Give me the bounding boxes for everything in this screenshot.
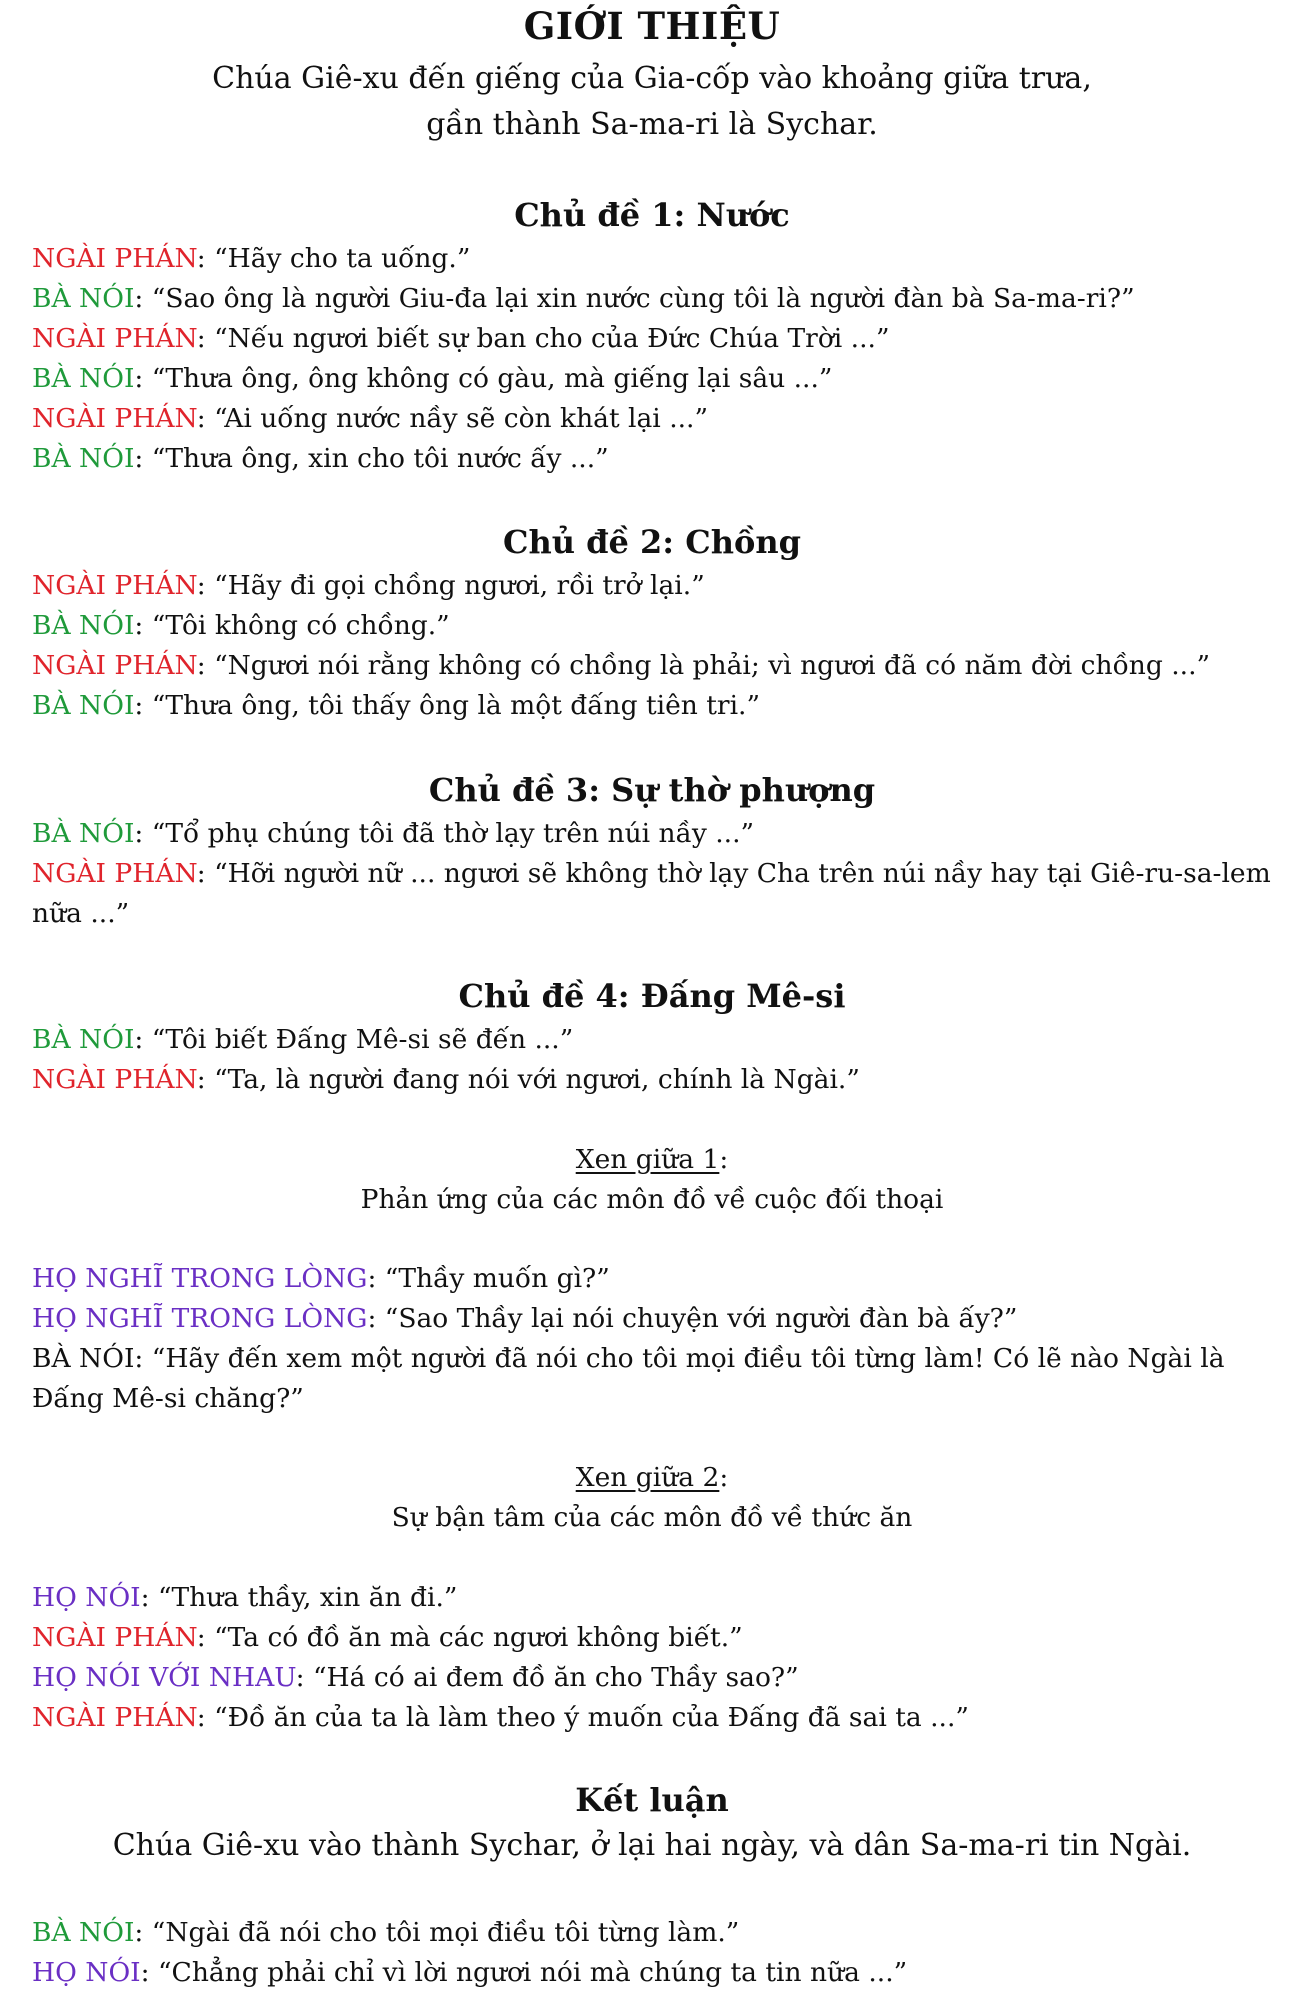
speaker-ba: BÀ NÓI <box>32 1343 135 1374</box>
interlude-2-colon: : <box>719 1462 729 1493</box>
dialogue-text: : “Há có ai đem đồ ăn cho Thầy sao?” <box>295 1662 799 1693</box>
dialogue-line <box>32 1578 1272 1618</box>
speaker-ngai: NGÀI PHÁN <box>32 403 197 434</box>
dialogue-line <box>32 439 1272 479</box>
speaker-ngai: NGÀI PHÁN <box>32 570 197 601</box>
dialogue-line <box>32 1060 1272 1100</box>
dialogue-text: : “Thưa thầy, xin ăn đi.” <box>140 1582 458 1613</box>
dialogue-line <box>32 1618 1272 1658</box>
dialogue-text: : “Tổ phụ chúng tôi đã thờ lạy trên núi nầy ...” <box>134 818 755 849</box>
speaker-ba: BÀ NÓI <box>32 818 135 849</box>
dialogue-line <box>32 319 1272 359</box>
dialogue-text: : “Thưa ông, ông không có gàu, mà giếng lại sâu ...” <box>134 363 833 394</box>
speaker-ngai: NGÀI PHÁN <box>32 858 197 889</box>
dialogue-text: : “Nếu ngươi biết sự ban cho của Đức Chúa Trời ...” <box>196 323 890 354</box>
interlude-2-subtitle: Sự bận tâm của các môn đồ về thức ăn <box>391 1502 913 1533</box>
topic-4-title: Chủ đề 4: Đấng Mê-si <box>458 977 846 1015</box>
dialogue-line <box>32 646 1272 686</box>
dialogue-text: : “Hãy cho ta uống.” <box>196 243 471 274</box>
speaker-ho: HỌ NÓI VỚI NHAU <box>32 1662 296 1693</box>
speaker-ba: BÀ NÓI <box>32 363 135 394</box>
dialogue-line <box>32 1259 1272 1299</box>
dialogue-text: : “Hỡi người nữ ... ngươi sẽ không thờ lạy Cha trên núi nầy hay tại Giê-ru-sa-lem nữa ...” <box>32 858 1271 929</box>
dialogue-text: : “Chẳng phải chỉ vì lời ngươi nói mà chúng ta tin nữa ...” <box>140 1957 908 1988</box>
dialogue-line <box>32 606 1272 646</box>
speaker-ba: BÀ NÓI <box>32 1917 135 1948</box>
speaker-ho: HỌ NÓI <box>32 1957 141 1988</box>
dialogue-text: : “Thầy muốn gì?” <box>367 1263 610 1294</box>
interlude-1-subtitle: Phản ứng của các môn đồ về cuộc đối thoại <box>360 1184 944 1215</box>
dialogue-line <box>32 686 1272 726</box>
intro-line-2: gần thành Sa-ma-ri là Sychar. <box>426 107 878 142</box>
speaker-ba: BÀ NÓI <box>32 443 135 474</box>
speaker-ho: HỌ NÓI <box>32 1582 141 1613</box>
dialogue-text: : “Ai uống nước nầy sẽ còn khát lại ...” <box>196 403 709 434</box>
dialogue-text: : “Ta có đồ ăn mà các ngươi không biết.” <box>196 1622 743 1653</box>
dialogue-text: : “Hãy đến xem một người đã nói cho tôi mọi điều tôi từng làm! Có lẽ nào Ngài là Đấng Mê-si chăng?” <box>32 1343 1225 1414</box>
dialogue-text: : “Tôi không có chồng.” <box>134 610 450 641</box>
dialogue-line <box>32 1913 1272 1953</box>
conclusion-summary: Chúa Giê-xu vào thành Sychar, ở lại hai ngày, và dân Sa-ma-ri tin Ngài. <box>112 1828 1192 1863</box>
dialogue-line <box>32 239 1272 279</box>
speaker-ngai: NGÀI PHÁN <box>32 323 197 354</box>
dialogue-line <box>32 566 1272 606</box>
dialogue-line <box>32 1658 1272 1698</box>
speaker-ba: BÀ NÓI <box>32 610 135 641</box>
conclusion-title: Kết luận <box>575 1781 729 1819</box>
dialogue-line <box>32 1020 1272 1060</box>
dialogue-text: : “Sao ông là người Giu-đa lại xin nước cùng tôi là người đàn bà Sa-ma-ri?” <box>134 283 1135 314</box>
speaker-ngai: NGÀI PHÁN <box>32 1622 197 1653</box>
dialogue-text: : “Ngài đã nói cho tôi mọi điều tôi từng làm.” <box>134 1917 740 1948</box>
topic-3-title: Chủ đề 3: Sự thờ phượng <box>428 771 876 809</box>
dialogue-line <box>32 814 1272 854</box>
speaker-ho: HỌ NGHĨ TRONG LÒNG <box>32 1303 368 1334</box>
dialogue-text: : “Ngươi nói rằng không có chồng là phải; vì ngươi đã có năm đời chồng ...” <box>196 650 1211 681</box>
dialogue-line <box>32 399 1272 439</box>
speaker-ngai: NGÀI PHÁN <box>32 243 197 274</box>
speaker-ba: BÀ NÓI <box>32 1024 135 1055</box>
dialogue-line <box>32 279 1272 319</box>
dialogue-text: : “Ta, là người đang nói với ngươi, chính là Ngài.” <box>196 1064 860 1095</box>
speaker-ba: BÀ NÓI <box>32 283 135 314</box>
dialogue-text: : “Sao Thầy lại nói chuyện với người đàn bà ấy?” <box>367 1303 1018 1334</box>
topic-1-title: Chủ đề 1: Nước <box>514 196 790 234</box>
dialogue-text: : “Thưa ông, tôi thấy ông là một đấng tiên tri.” <box>134 690 761 721</box>
dialogue-line <box>32 1953 1272 1993</box>
interlude-2-title: Xen giữa 2 <box>575 1462 720 1493</box>
dialogue-text: : “Đồ ăn của ta là làm theo ý muốn của Đấng đã sai ta ...” <box>196 1702 969 1733</box>
intro-title: GIỚI THIỆU <box>523 4 781 48</box>
speaker-ngai: NGÀI PHÁN <box>32 1702 197 1733</box>
dialogue-line <box>32 1698 1272 1738</box>
dialogue-text: : “Thưa ông, xin cho tôi nước ấy ...” <box>134 443 609 474</box>
dialogue-line <box>32 1339 1272 1419</box>
speaker-ngai: NGÀI PHÁN <box>32 1064 197 1095</box>
speaker-ho: HỌ NGHĨ TRONG LÒNG <box>32 1263 368 1294</box>
speaker-ba: BÀ NÓI <box>32 690 135 721</box>
dialogue-text: : “Tôi biết Đấng Mê-si sẽ đến ...” <box>134 1024 574 1055</box>
dialogue-line <box>32 1299 1272 1339</box>
interlude-1-heading <box>32 1140 1272 1180</box>
interlude-1-colon: : <box>719 1144 729 1175</box>
interlude-1-title: Xen giữa 1 <box>575 1144 720 1175</box>
dialogue-line <box>32 854 1272 934</box>
dialogue-text: : “Hãy đi gọi chồng ngươi, rồi trở lại.” <box>196 570 705 601</box>
dialogue-line <box>32 359 1272 399</box>
topic-2-title: Chủ đề 2: Chồng <box>503 523 801 561</box>
intro-line-1: Chúa Giê-xu đến giếng của Gia-cốp vào khoảng giữa trưa, <box>212 61 1092 96</box>
speaker-ngai: NGÀI PHÁN <box>32 650 197 681</box>
interlude-2-heading <box>32 1458 1272 1498</box>
